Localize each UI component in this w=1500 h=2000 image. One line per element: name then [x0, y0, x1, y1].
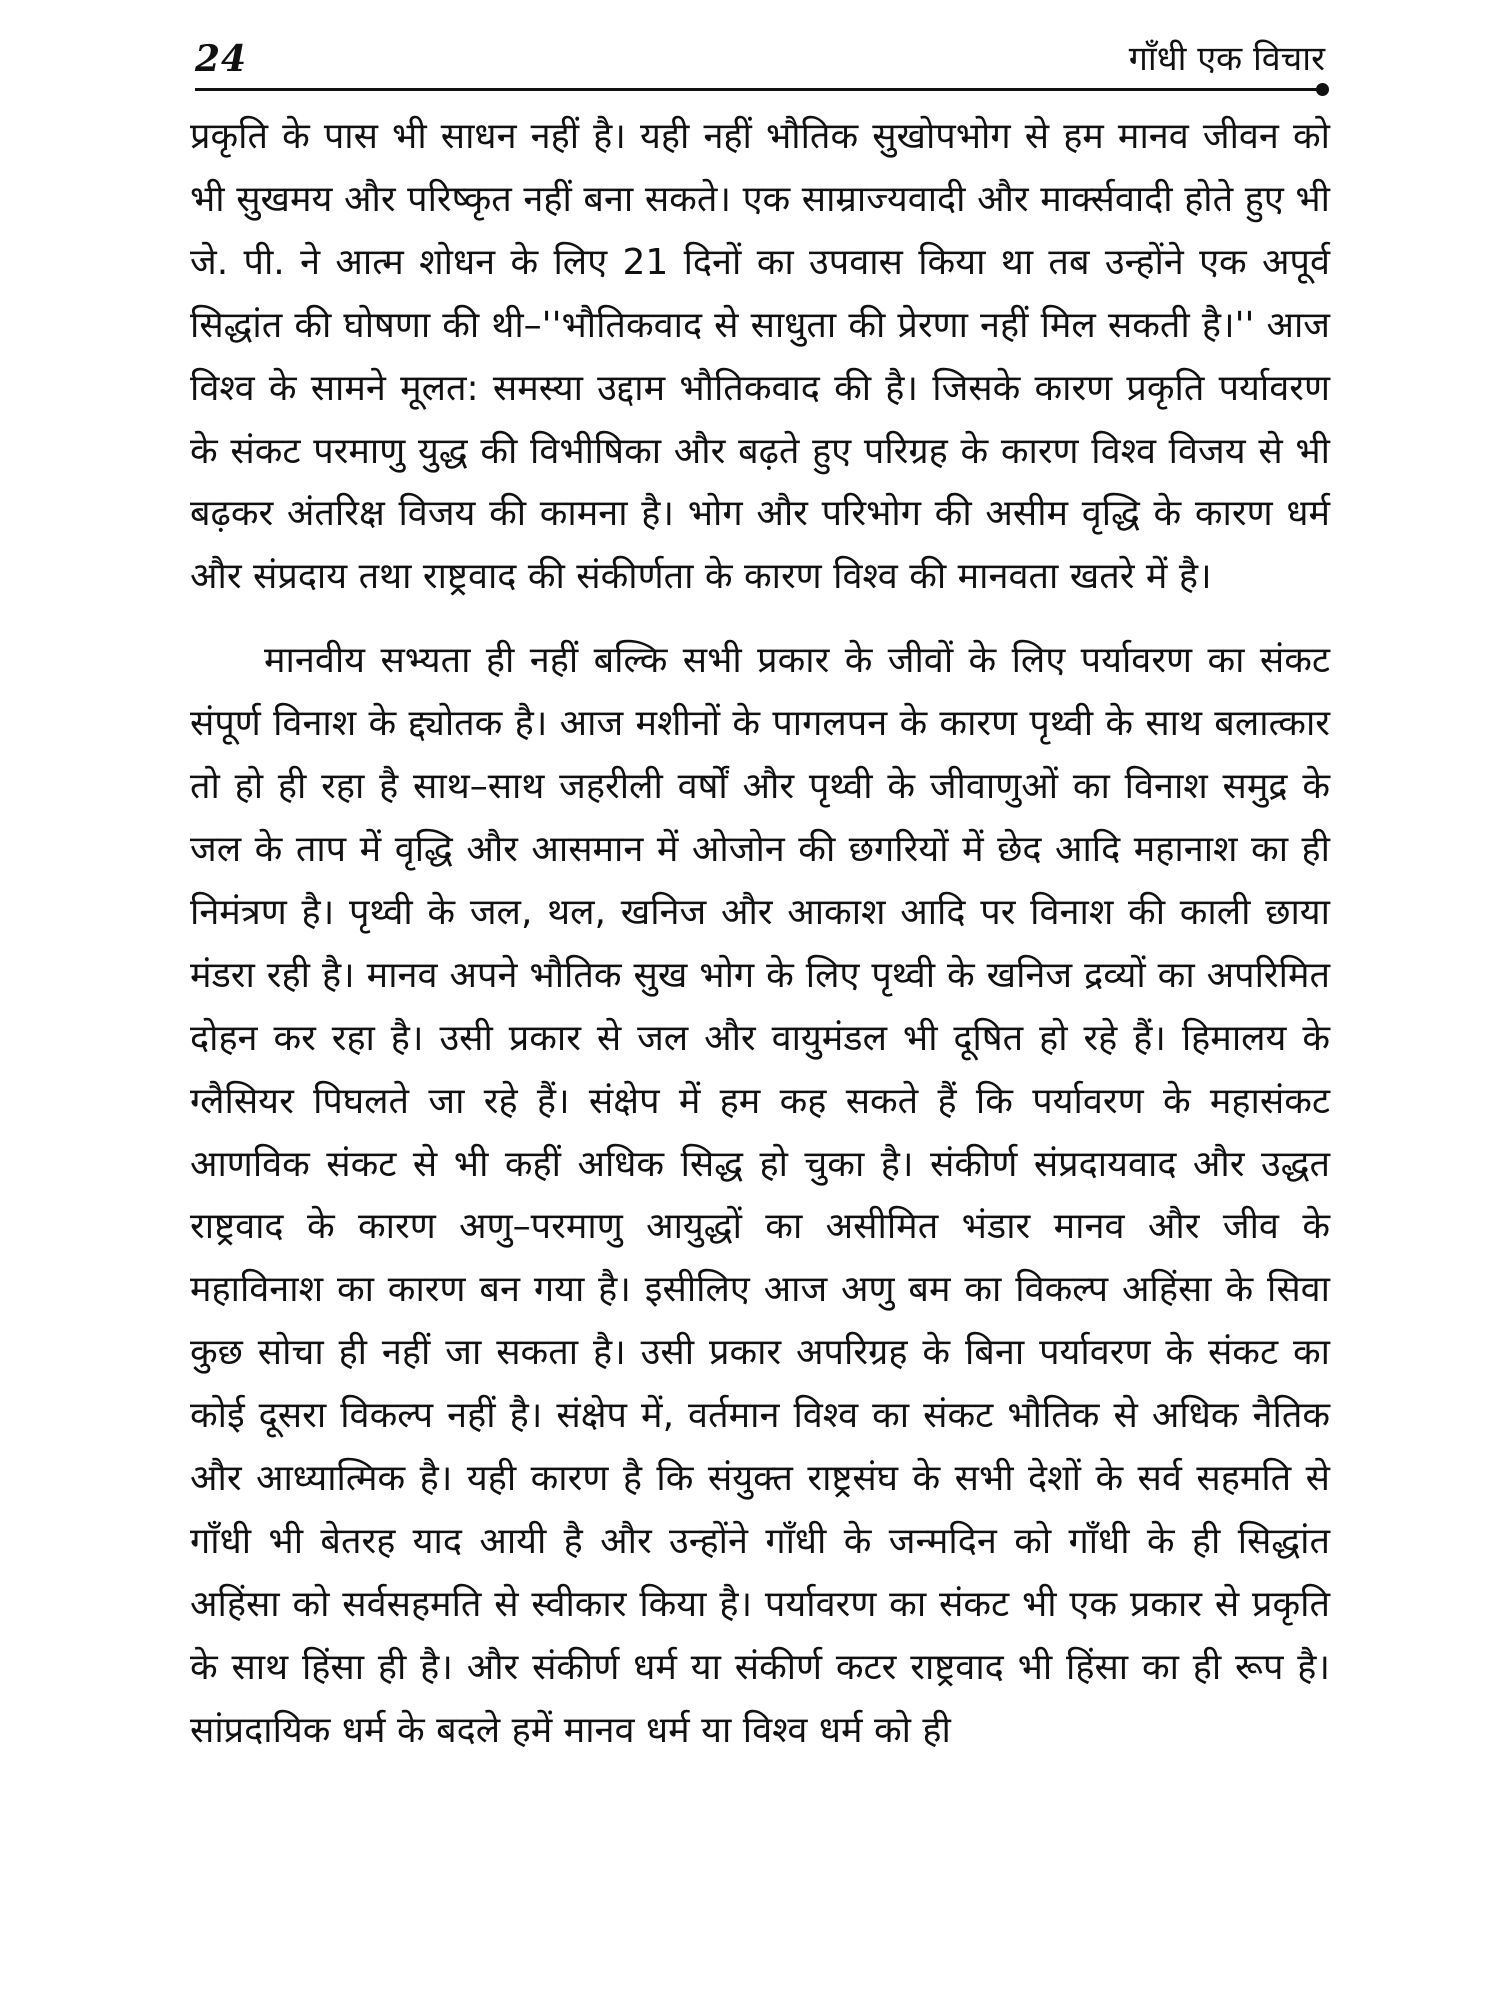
paragraph-1: प्रकृति के पास भी साधन नहीं है। यही नहीं भौतिक सुखोपभोग से हम मानव जीवन को भी सुखमय और परिष्कृत नहीं बना सकते। एक साम्राज्यवादी और मार्क्सवादी होते हुए भी जे. पी. ने आत्म शोधन के लिए 21 दिनों का उपवास किया था तब उन्होंने एक अपूर्व सिद्धांत की घोषणा की थी–''भौतिकवाद से साधुता की प्रेरणा नहीं मिल सकती है।'' आज विश्व के सामने मूलत: समस्या उद्दाम भौतिकवाद की है। जिसके कारण प्रकृति पर्यावरण के संकट परमाणु युद्ध की विभीषिका और बढ़ते हुए परिग्रह के कारण विश्व विजय से भी बढ़कर अंतरिक्ष विजय की कामना है। भोग और परिभोग की असीम वृद्धि के कारण धर्म और संप्रदाय तथा राष्ट्रवाद की संकीर्णता के कारण विश्व की मानवता खतरे में है।	[190, 116, 1330, 598]
page-header	[195, 34, 1325, 94]
page-number: 24	[195, 38, 248, 80]
header-rule	[195, 88, 1321, 91]
running-title: गाँधी एक विचार	[1128, 39, 1325, 79]
paragraph-2: मानवीय सभ्यता ही नहीं बल्कि सभी प्रकार के जीवों के लिए पर्यावरण का संकट संपूर्ण विनाश के द्द्योतक है। आज मशीनों के पागलपन के कारण पृथ्वी के साथ बलात्कार तो हो ही रहा है साथ–साथ जहरीली वर्षों और पृथ्वी के जीवाणुओं का विनाश समुद्र के जल के ताप में वृद्धि और आसमान में ओजोन की छगरियों में छेद आदि महानाश का ही निमंत्रण है। पृथ्वी के जल, थल, खनिज और आकाश आदि पर विनाश की काली छाया मंडरा रही है। मानव अपने भौतिक सुख भोग के लिए पृथ्वी के खनिज द्रव्यों का अपरिमित दोहन कर रहा है। उसी प्रकार से जल और वायुमंडल भी दूषित हो रहे हैं। हिमालय के ग्लैसियर पिघलते जा रहे हैं। संक्षेप में हम कह सकते हैं कि पर्यावरण के महासंकट आणविक संकट से भी कहीं अधिक सिद्ध हो चुका है। संकीर्ण संप्रदायवाद और उद्धत राष्ट्रवाद के कारण अणु–परमाणु आयुद्धों का असीमित भंडार मानव और जीव के महाविनाश का कारण बन गया है। इसीलिए आज अणु बम का विकल्प अहिंसा के सिवा कुछ सोचा ही नहीं जा सकता है। उसी प्रकार अपरिग्रह के बिना पर्यावरण के संकट का कोई दूसरा विकल्प नहीं है। संक्षेप में, वर्तमान विश्व का संकट भौतिक से अधिक नैतिक और आध्यात्मिक है। यही कारण है कि संयुक्त राष्ट्रसंघ के सभी देशों के सर्व सहमति से गाँधी भी बेतरह याद आयी है और उन्होंने गाँधी के जन्मदिन को गाँधी के ही सिद्धांत अहिंसा को सर्वसहमति से स्वीकार किया है। पर्यावरण का संकट भी एक प्रकार से प्रकृति के साथ हिंसा ही है। और संकीर्ण धर्म या संकीर्ण कटर राष्ट्रवाद भी हिंसा का ही रूप है। सांप्रदायिक धर्म के बदले हमें मानव धर्म या विश्व धर्म को ही	[190, 640, 1330, 1751]
body-text	[190, 106, 1330, 1763]
header-rule-dot	[1316, 83, 1329, 96]
